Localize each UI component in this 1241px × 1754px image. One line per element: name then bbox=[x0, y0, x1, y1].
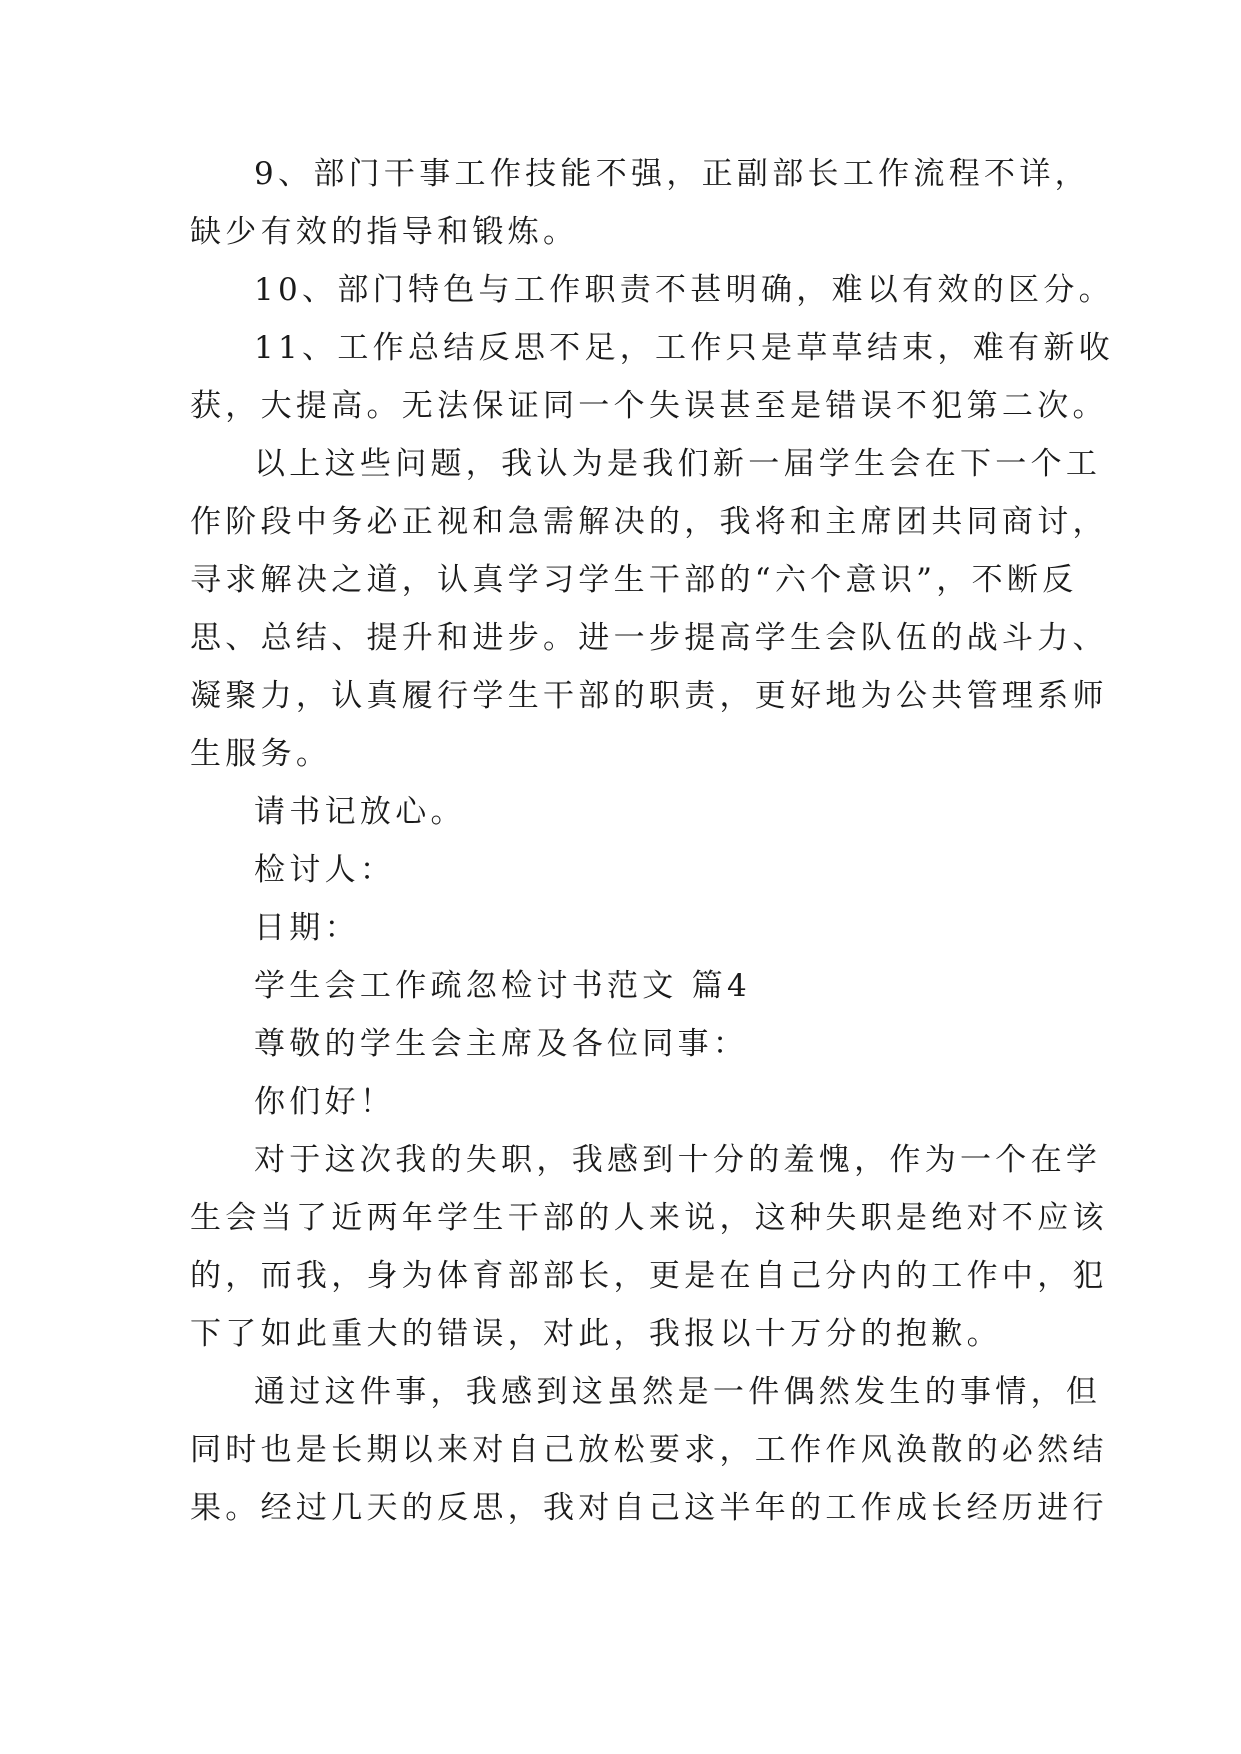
text-line: 果。经过几天的反思，我对自己这半年的工作成长经历进行 bbox=[190, 1490, 1108, 1526]
text-line: 日期： bbox=[254, 910, 360, 946]
text-line: 通过这件事，我感到这虽然是一件偶然发生的事情，但 bbox=[254, 1374, 1102, 1410]
text-line: 11、工作总结反思不足，工作只是草草结束，难有新收 bbox=[254, 330, 1114, 366]
text-line: 下了如此重大的错误，对此，我报以十万分的抱歉。 bbox=[190, 1316, 1002, 1352]
text-line: 同时也是长期以来对自己放松要求，工作作风涣散的必然结 bbox=[190, 1432, 1108, 1468]
text-line: 思、总结、提升和进步。进一步提高学生会队伍的战斗力、 bbox=[190, 620, 1108, 656]
text-line: 以上这些问题，我认为是我们新一届学生会在下一个工 bbox=[254, 446, 1102, 482]
text-line: 请书记放心。 bbox=[254, 794, 466, 830]
text-line: 生服务。 bbox=[190, 736, 332, 772]
greeting: 你们好！ bbox=[254, 1084, 396, 1120]
text-line: 获，大提高。无法保证同一个失误甚至是错误不犯第二次。 bbox=[190, 388, 1108, 424]
text-line: 检讨人： bbox=[254, 852, 396, 888]
section-heading: 学生会工作疏忽检讨书范文 篇4 bbox=[254, 968, 752, 1004]
text-line: 作阶段中务必正视和急需解决的，我将和主席团共同商讨， bbox=[190, 504, 1108, 540]
text-line: 9、部门干事工作技能不强，正副部长工作流程不详， bbox=[254, 156, 1090, 192]
text-line: 的，而我，身为体育部部长，更是在自己分内的工作中，犯 bbox=[190, 1258, 1108, 1294]
text-line: 生会当了近两年学生干部的人来说，这种失职是绝对不应该 bbox=[190, 1200, 1108, 1236]
text-line: 缺少有效的指导和锻炼。 bbox=[190, 214, 579, 250]
salutation: 尊敬的学生会主席及各位同事： bbox=[254, 1026, 749, 1062]
text-line: 寻求解决之道，认真学习学生干部的“六个意识”，不断反 bbox=[190, 562, 1078, 598]
text-line: 10、部门特色与工作职责不甚明确，难以有效的区分。 bbox=[254, 272, 1114, 308]
text-line: 凝聚力，认真履行学生干部的职责，更好地为公共管理系师 bbox=[190, 678, 1108, 714]
text-line: 对于这次我的失职，我感到十分的羞愧，作为一个在学 bbox=[254, 1142, 1102, 1178]
